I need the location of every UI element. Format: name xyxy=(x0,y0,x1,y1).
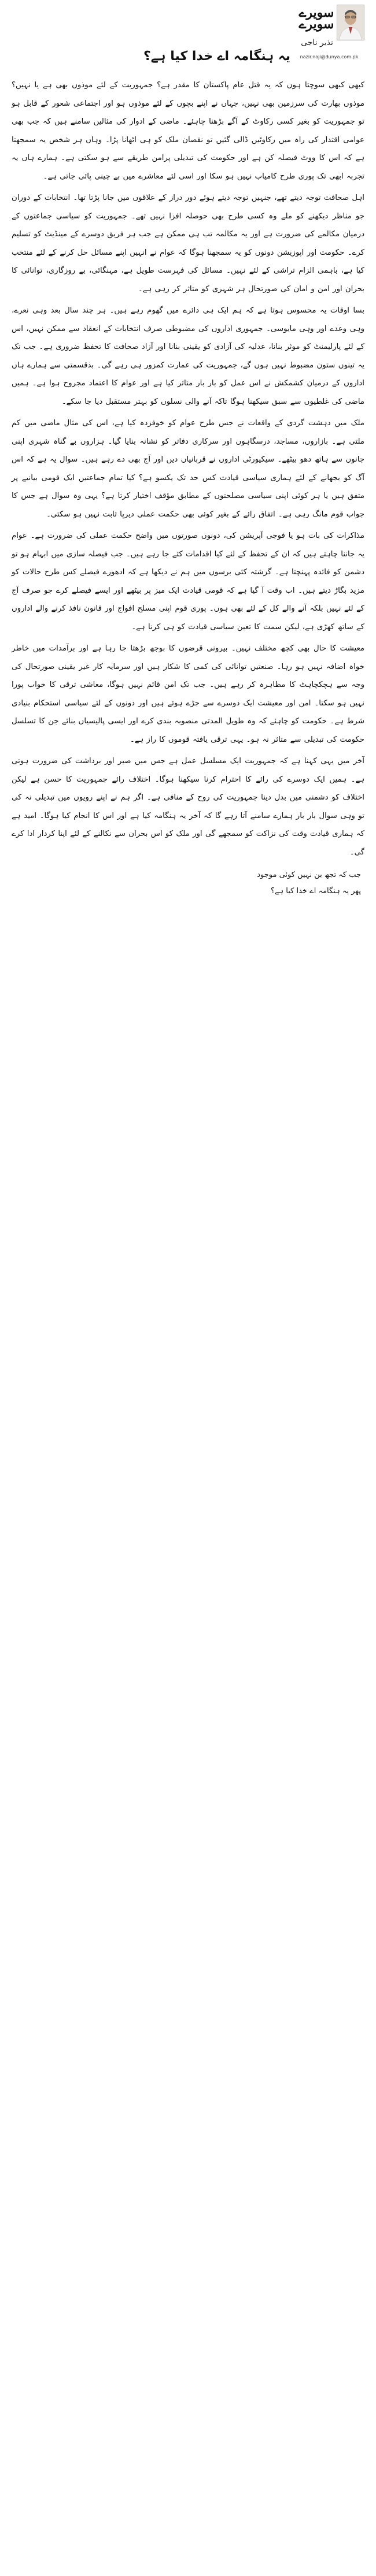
article-paragraph: مذاکرات کی بات ہو یا فوجی آپریشن کی، دونوں صورتوں میں واضح حکمت عملی کی ضرورت ہے۔ عوام یہ جاننا چاہتے ہیں کہ ان کے تحفظ کے لئے کیا اقدامات کئے جا رہے ہیں۔ جب فیصلہ سازی میں ابہام ہو تو دشمن کو فائدہ پہنچتا ہے۔ گزشتہ کئی برسوں میں ہم نے دیکھا ہے کہ ادھورے فیصلے کس طرح حالات کو مزید بگاڑ دیتے ہیں۔ اب وقت آ گیا ہے کہ قومی قیادت ایک میز پر بیٹھے اور ایسے فیصلے کرے جو صرف آج کے لئے نہیں بلکہ آنے والے کل کے لئے بھی ہوں۔ پوری قوم اپنی مسلح افواج اور قانون نافذ کرنے والے اداروں کے ساتھ کھڑی ہے، لیکن سمت کا تعین سیاسی قیادت کو ہی کرنا ہے۔ xyxy=(12,531,364,631)
author-email: nazir.naji@dunya.com.pk xyxy=(300,54,359,60)
column-headline: یہ ہنگامہ اے خدا کیا ہے؟ xyxy=(143,49,290,64)
article-paragraph: آخر میں یہی کہنا ہے کہ جمہوریت ایک مسلسل عمل ہے جس میں صبر اور برداشت کی ضرورت ہوتی ہے۔ ہمیں ایک دوسرے کی رائے کا احترام کرنا سیکھنا ہوگا۔ اختلاف رائے جمہوریت کا حسن ہے لیکن اختلاف کو دشمنی میں بدل دینا جمہوریت کی روح کے منافی ہے۔ اگر ہم نے اپنے رویوں میں تبدیلی نہ کی تو وہی سوال بار بار ہمارے سامنے آتا رہے گا کہ آخر یہ ہنگامہ کیا ہے اور اس کا انجام کیا ہوگا۔ امید ہے کہ ہماری قیادت وقت کی نزاکت کو سمجھے گی اور ملک کو اس بحران سے نکالنے کے لئے اپنا کردار ادا کرے گی۔ xyxy=(12,757,364,857)
article-paragraph: بسا اوقات یہ محسوس ہوتا ہے کہ ہم ایک ہی دائرے میں گھوم رہے ہیں۔ ہر چند سال بعد وہی نعرے، وہی وعدے اور وہی مایوسی۔ جمہوری اداروں کی مضبوطی صرف انتخابات کے انعقاد سے ممکن نہیں، اس کے لئے پارلیمنٹ کو موثر بنانا، عدلیہ کی آزادی کو یقینی بنانا اور آزاد صحافت کا تحفظ ضروری ہے۔ جب تک یہ تینوں ستون مضبوط نہیں ہوں گے، جمہوریت کی عمارت کمزور ہی رہے گی۔ بدقسمتی سے ہمارے ہاں اداروں کے درمیان کشمکش نے اس عمل کو بار بار متاثر کیا ہے اور عوام کا اعتماد مجروح ہوا ہے۔ ہمیں ماضی کی غلطیوں سے سبق سیکھنا ہوگا تاکہ آنے والی نسلوں کو بہتر مستقبل دیا جا سکے۔ xyxy=(12,306,364,406)
article-paragraph: ملک میں دہشت گردی کے واقعات نے جس طرح عوام کو خوفزدہ کیا ہے، اس کی مثال ماضی میں کم ملتی ہے۔ بازاروں، مساجد، درسگاہوں اور سرکاری دفاتر کو نشانہ بنایا گیا۔ ہزاروں بے گناہ شہری اپنی جانوں سے ہاتھ دھو بیٹھے۔ سیکیورٹی اداروں نے قربانیاں دیں اور آج بھی دے رہے ہیں۔ سوال یہ ہے کہ اس آگ کو بجھانے کے لئے ہماری سیاسی قیادت کس حد تک یکسو ہے؟ کیا تمام جماعتیں ایک قومی بیانیے پر متفق ہیں یا ہر کوئی اپنی سیاسی مصلحتوں کے مطابق مؤقف اختیار کرتا ہے؟ یہی وہ سوال ہے جس کا جواب قوم مانگ رہی ہے۔ اتفاق رائے کے بغیر کوئی بھی حکمت عملی دیرپا ثابت نہیں ہو سکتی۔ xyxy=(12,419,364,519)
column-body xyxy=(12,76,364,899)
verse-line: جب کہ تجھ بن نہیں کوئی موجود xyxy=(257,871,361,879)
author-name: نذیر ناجی xyxy=(301,38,333,47)
article-paragraph: کبھی کبھی سوچتا ہوں کہ یہ قتل عام پاکستان کا مقدر ہے؟ جمہوریت کے لئے موذوں بھی ہے یا نہیں؟ موذوں بھارت کی سرزمین بھی نہیں، جہاں نے اپنے بچوں کے لئے موذوں ہو اور اجتماعی شعور کے قابل ہو تو جمہوریت کو بغیر کسی رکاوٹ کے آگے بڑھنا چاہئے۔ ماضی کے ادوار کی مثالیں سامنے ہیں کہ جب بھی عوامی اقتدار کی راہ میں رکاوٹیں ڈالی گئیں تو نقصان ملک کو ہی اٹھانا پڑا۔ وہاں ہر شخص یہ سمجھتا ہے کہ اس کا ووٹ فیصلہ کن ہے اور حکومت کی تبدیلی پرامن طریقے سے ہو سکتی ہے۔ ہمارے ہاں یہ تجربہ ابھی تک پوری طرح کامیاب نہیں ہو سکا اور اسی لئے معاشرے میں بے چینی پائی جاتی ہے۔ xyxy=(12,81,364,181)
column-header xyxy=(0,0,376,72)
article-paragraph: اہل صحافت توجہ دیتے تھے، جنہیں توجہ دیتے ہوئے دور دراز کے علاقوں میں جانا پڑتا تھا۔ انتخابات کے دوران جو مناظر دیکھنے کو ملے وہ کسی طرح بھی حوصلہ افزا نہیں تھے۔ جمہوریت کو سیاسی جماعتوں کے درمیان مکالمے کی ضرورت ہے اور یہ مکالمہ تب ہی ممکن ہے جب ہر فریق دوسرے کے مینڈیٹ کو تسلیم کرے۔ حکومت اور اپوزیشن دونوں کو یہ سمجھنا ہوگا کہ عوام نے انہیں اپنے مسائل حل کرنے کے لئے منتخب کیا ہے، باہمی الزام تراشی کے لئے نہیں۔ مسائل کی فہرست طویل ہے، مہنگائی، بے روزگاری، توانائی کا بحران اور امن و امان کی صورتحال ہر شہری کو متاثر کر رہی ہے۔ xyxy=(12,194,364,293)
author-portrait-icon xyxy=(337,5,364,40)
column-logo-block xyxy=(294,3,364,64)
closing-verse xyxy=(12,867,364,899)
verse-line: پھر یہ ہنگامہ اے خدا کیا ہے؟ xyxy=(271,887,361,895)
article-paragraph: معیشت کا حال بھی کچھ مختلف نہیں۔ بیرونی قرضوں کا بوجھ بڑھتا جا رہا ہے اور برآمدات میں خاطر خواہ اضافہ نہیں ہو رہا۔ صنعتیں توانائی کی کمی کا شکار ہیں اور سرمایہ کار غیر یقینی صورتحال کی وجہ سے ہچکچاہٹ کا مظاہرہ کر رہے ہیں۔ جب تک امن قائم نہیں ہوگا، معاشی ترقی کا خواب پورا نہیں ہو سکتا۔ امن اور معیشت ایک دوسرے سے جڑے ہوئے ہیں اور دونوں کے لئے سیاسی استحکام بنیادی شرط ہے۔ حکومت کو چاہئے کہ وہ طویل المدتی منصوبہ بندی کرے اور ایسی پالیسیاں بنائے جن کا تسلسل حکومت کی تبدیلی سے متاثر نہ ہو۔ یہی ترقی یافتہ قوموں کا راز ہے۔ xyxy=(12,644,364,744)
author-photo xyxy=(337,5,364,40)
column-name: سویرے سویرے xyxy=(298,5,334,32)
